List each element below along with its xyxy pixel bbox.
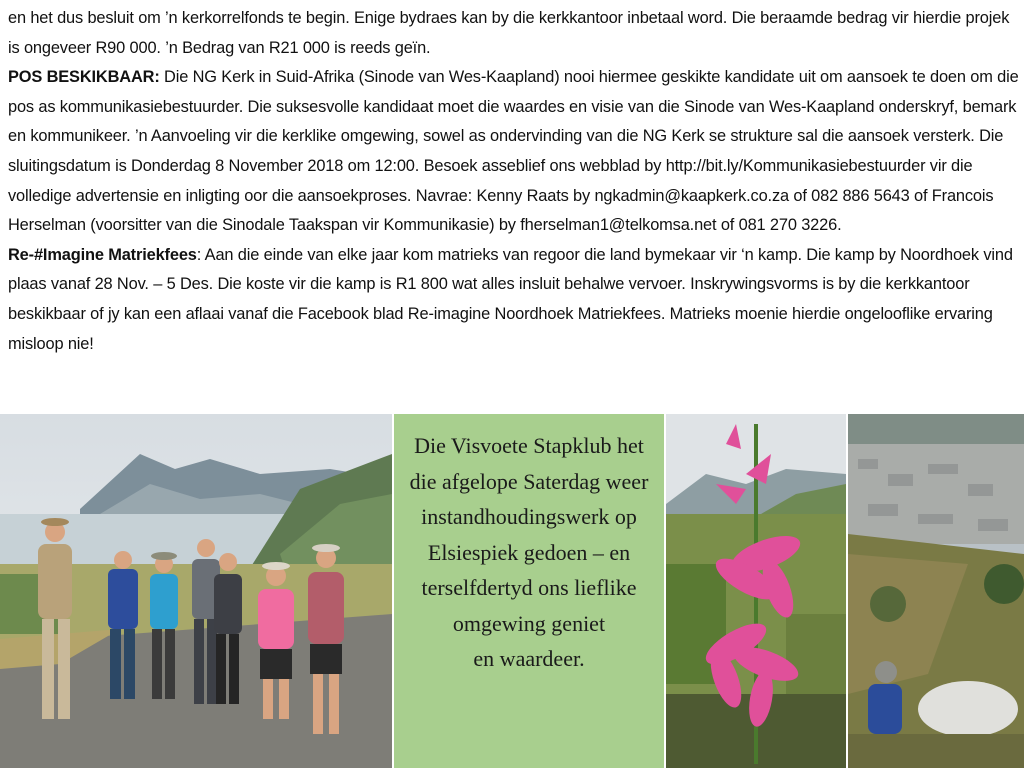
caption-lines <box>394 414 664 677</box>
hiking-club-caption <box>394 414 664 768</box>
caption-line-1: Die Visvoete Stapklub het <box>414 433 644 458</box>
caption-line-3: instandhoudingswerk op <box>421 504 637 529</box>
town-view-photo <box>848 414 1024 768</box>
body-pos-beskikbaar: Die NG Kerk in Suid-Afrika (Sinode van Wes-Kaapland) nooi hiermee geskikte kandidate uit om aansoek te doen om die pos as kommunikasiebestuurder. Die suksesvolle kandidaat moet die waardes en visie van die Sinode van Wes-Kaapland onderskryf, bemark en kommunikeer. ’n Aanvoeling vir die kerklike omgewing, sowel as ondervinding van die NG Kerk se strukture sal die aansoek versterk. Die sluitingsdatum is Donderdag 8 November 2018 om 12:00. Besoek asseblief ons webblad by http://bit.ly/Kommunikasiebestuurder vir die volledige advertensie en inligting oor die aansoekproses. Navrae: Kenny Raats by ngkadmin@kaapkerk.co.za of 082 886 5643 of Francois Herselman (voorsitter van die Sinodale Taakspan vir Kommunikasie) by fherselman1@telkomsa.net of 081 270 3226. <box>8 68 1019 235</box>
article-text <box>8 4 1020 359</box>
paragraph-kerkorrelfonds: en het dus besluit om ’n kerkorrelfonds te begin. Enige bydraes kan by die kerkkantoor inbetaal word. Die beraamde bedrag vir hierdie projek is ongeveer R90 000. ’n Bedrag van R21 000 is reeds geïn. <box>8 9 1010 57</box>
hikers-group-photo <box>0 414 392 768</box>
caption-line-7: en waardeer. <box>473 646 585 671</box>
caption-line-4: Elsiespiek gedoen – en <box>427 539 631 565</box>
body-matriekfees: : Aan die einde van elke jaar kom matrieks van regoor die land bymekaar vir ‘n kamp. Die kamp by Noordhoek vind plaas vanaf 28 Nov. – 5 Des. Die koste vir die kamp is R1 800 wat alles insluit behalwe vervoer. Inskrywingsvorms is by die kerkkantoor beskikbaar of jy kan een aflaai vanaf die Facebook blad Re-imagine Noordhoek Matriekfees. Matrieks moenie hierdie ongelooflike ervaring misloop nie! <box>8 245 1013 353</box>
paragraph-matriekfees <box>8 241 1020 359</box>
caption-line-2: die afgelope Saterdag weer <box>409 468 649 494</box>
caption-line-6: omgewing geniet <box>452 610 606 636</box>
caption-line-5: terselfdertyd ons lieflike <box>421 575 637 600</box>
heading-matriekfees: Re-#Imagine Matriekfees <box>8 245 197 264</box>
heading-pos-beskikbaar: POS BESKIKBAAR: <box>8 68 160 87</box>
paragraph-pos-beskikbaar <box>8 63 1020 241</box>
pink-flower-photo <box>666 414 846 768</box>
